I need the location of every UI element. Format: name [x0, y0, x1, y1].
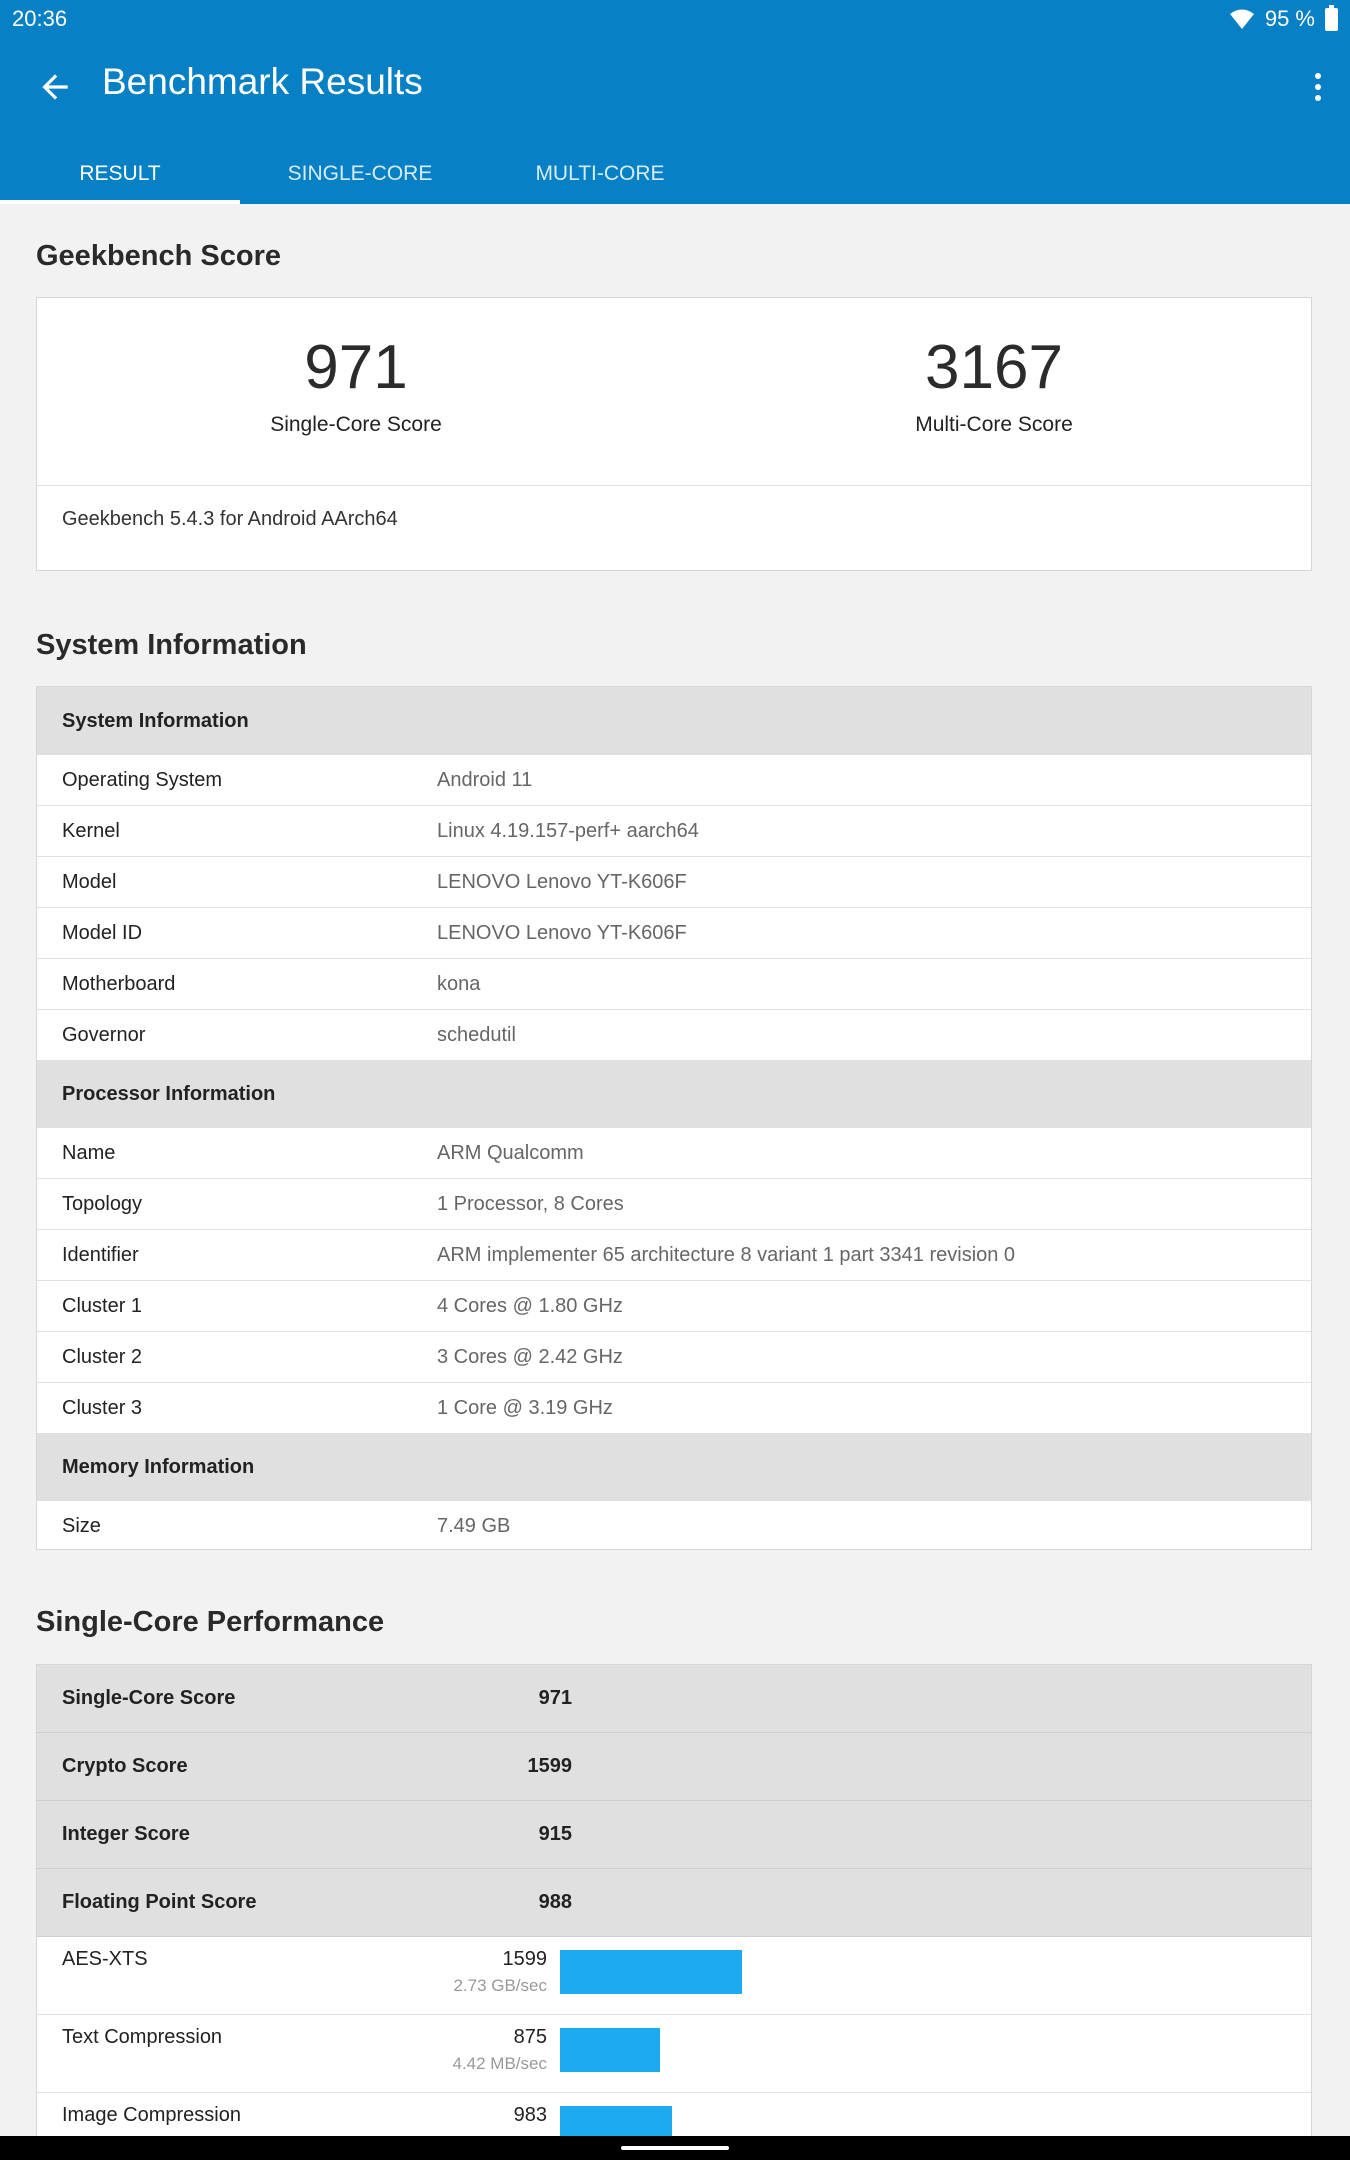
- row-label: Operating System: [62, 768, 223, 791]
- table-section-header: [37, 687, 1311, 755]
- wifi-icon: [1229, 8, 1255, 30]
- system-info-table: [36, 686, 1312, 1550]
- row-value: LENOVO Lenovo YT-K606F: [437, 921, 687, 944]
- status-bar: [0, 0, 1350, 38]
- status-icons: [1229, 6, 1338, 32]
- table-section-header: [37, 1060, 1311, 1128]
- benchmark-score-bar: [560, 1950, 742, 1994]
- summary-value: 971: [538, 1687, 572, 1709]
- geekbench-score-heading: Geekbench Score: [36, 240, 281, 272]
- row-value: 3 Cores @ 2.42 GHz: [437, 1345, 623, 1368]
- summary-label: Integer Score: [62, 1823, 190, 1845]
- benchmark-throughput: 2.73 GB/sec: [453, 1976, 547, 1995]
- table-row: [37, 1501, 1311, 1551]
- single-core-score-label: Single-Core Score: [270, 413, 442, 436]
- summary-label: Crypto Score: [62, 1755, 188, 1777]
- row-label: Governor: [62, 1023, 146, 1046]
- battery-icon: [1325, 8, 1338, 31]
- battery-percent: 95 %: [1264, 6, 1315, 31]
- navigation-bar: [0, 2136, 1350, 2160]
- tab-result[interactable]: RESULT: [0, 154, 240, 204]
- table-row: [37, 755, 1311, 805]
- row-value: Android 11: [437, 768, 533, 791]
- table-row: [37, 1178, 1311, 1229]
- table-row: [37, 805, 1311, 856]
- benchmark-score: 875: [513, 2026, 547, 2048]
- summary-row: [37, 1665, 1311, 1733]
- single-core-performance-table: [36, 1664, 1312, 2144]
- row-value: kona: [437, 972, 481, 995]
- page-title: Benchmark Results: [102, 61, 423, 102]
- summary-value: 1599: [527, 1755, 572, 1777]
- benchmark-name: Text Compression: [62, 2026, 223, 2048]
- score-card: [36, 297, 1312, 571]
- table-section-header: [37, 1433, 1311, 1501]
- table-row: [37, 1009, 1311, 1060]
- table-row: [37, 1280, 1311, 1331]
- section-header-label: Processor Information: [62, 1082, 276, 1105]
- home-handle[interactable]: [621, 2146, 729, 2150]
- benchmark-name: Image Compression: [62, 2104, 241, 2126]
- row-value: 1 Core @ 3.19 GHz: [437, 1396, 613, 1419]
- row-label: Cluster 1: [62, 1294, 143, 1317]
- geekbench-version: Geekbench 5.4.3 for Android AArch64: [62, 508, 398, 530]
- summary-value: 915: [538, 1823, 572, 1845]
- tab-multi-core[interactable]: MULTI-CORE: [535, 162, 665, 185]
- table-row: [37, 856, 1311, 907]
- system-information-heading: System Information: [36, 629, 307, 661]
- row-label: Cluster 3: [62, 1396, 143, 1419]
- benchmark-row[interactable]: [37, 2014, 1311, 2092]
- multi-core-score-value: 3167: [925, 333, 1063, 402]
- benchmark-throughput: 4.42 MB/sec: [452, 2054, 547, 2073]
- multi-core-score-label: Multi-Core Score: [915, 413, 1073, 436]
- row-value: schedutil: [437, 1023, 516, 1046]
- back-arrow-icon[interactable]: [36, 68, 74, 106]
- benchmark-name: AES-XTS: [62, 1948, 148, 1970]
- row-value: Linux 4.19.157-perf+ aarch64: [437, 819, 699, 842]
- table-row: [37, 1128, 1311, 1178]
- summary-value: 988: [538, 1891, 572, 1913]
- row-value: ARM implementer 65 architecture 8 variant 1 part 3341 revision 0: [437, 1243, 1016, 1266]
- row-value: 7.49 GB: [437, 1514, 511, 1537]
- tab-single-core[interactable]: SINGLE-CORE: [287, 162, 433, 185]
- app-bar: [0, 38, 1350, 204]
- benchmark-score-bar: [560, 2028, 660, 2072]
- row-value: 4 Cores @ 1.80 GHz: [437, 1294, 623, 1317]
- summary-label: Single-Core Score: [62, 1687, 236, 1709]
- multi-core-score-block: [675, 333, 1313, 437]
- summary-label: Floating Point Score: [62, 1891, 257, 1913]
- summary-row: [37, 1869, 1311, 1937]
- table-row: [37, 1331, 1311, 1382]
- row-label: Cluster 2: [62, 1345, 143, 1368]
- status-time: 20:36: [12, 6, 68, 31]
- table-row: [37, 1229, 1311, 1280]
- summary-row: [37, 1733, 1311, 1801]
- row-label: Kernel: [62, 819, 120, 842]
- row-label: Model ID: [62, 921, 143, 944]
- benchmark-score: 983: [513, 2104, 547, 2126]
- more-options-icon[interactable]: [1308, 68, 1328, 106]
- benchmark-row[interactable]: [37, 1937, 1311, 2014]
- single-core-score-value: 971: [304, 333, 408, 402]
- row-label: Motherboard: [62, 972, 176, 995]
- table-row: [37, 958, 1311, 1009]
- summary-row: [37, 1801, 1311, 1869]
- row-label: Name: [62, 1141, 116, 1164]
- benchmark-score: 1599: [502, 1948, 547, 1970]
- row-label: Size: [62, 1514, 101, 1537]
- row-label: Topology: [62, 1192, 143, 1215]
- row-label: Identifier: [62, 1243, 139, 1266]
- row-value: ARM Qualcomm: [437, 1141, 584, 1164]
- row-value: LENOVO Lenovo YT-K606F: [437, 870, 687, 893]
- divider: [37, 485, 1311, 486]
- row-value: 1 Processor, 8 Cores: [437, 1192, 624, 1215]
- table-row: [37, 1382, 1311, 1433]
- tab-bar: [0, 154, 720, 204]
- single-core-performance-heading: Single-Core Performance: [36, 1606, 385, 1638]
- row-label: Model: [62, 870, 117, 893]
- section-header-label: System Information: [62, 709, 249, 732]
- table-row: [37, 907, 1311, 958]
- single-core-score-block: [37, 333, 675, 437]
- section-header-label: Memory Information: [62, 1455, 255, 1478]
